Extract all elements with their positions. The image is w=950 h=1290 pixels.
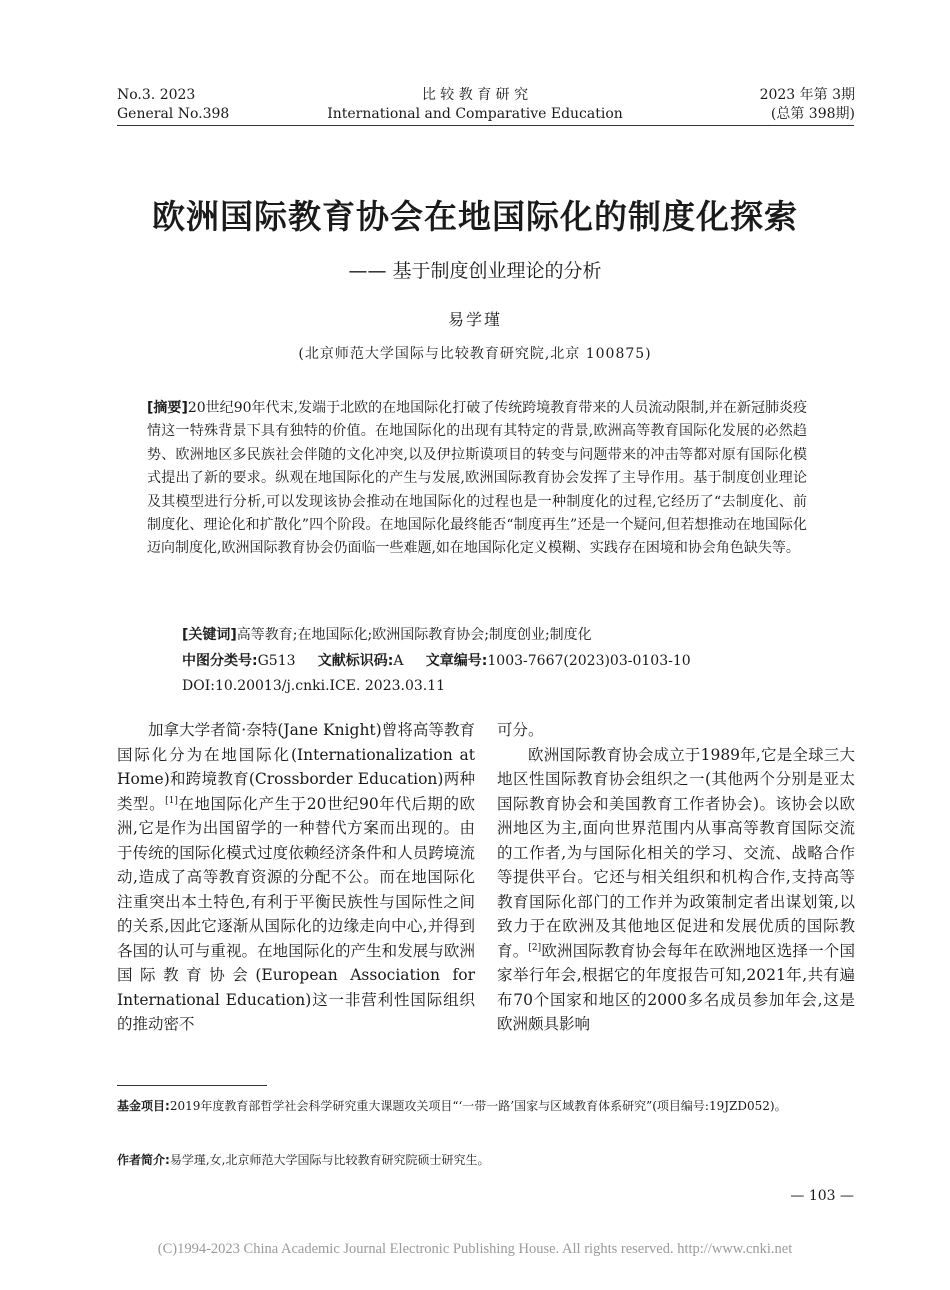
keywords	[182, 625, 822, 645]
body-paragraph	[497, 743, 855, 1037]
body-paragraph-continued: 可分。	[497, 721, 544, 739]
author-bio-note	[117, 1148, 854, 1172]
author-affiliation: (北京师范大学国际与比较教育研究院,北京 100875)	[298, 346, 652, 362]
abstract-label: [摘要]	[147, 400, 188, 416]
keywords-label: [关键词]	[182, 627, 237, 643]
clc-value: G513	[257, 653, 296, 669]
citation-ref: [2]	[528, 942, 542, 953]
article-number-label: 文章编号:	[425, 653, 488, 669]
body-text: 欧洲国际教育协会成立于1989年,它是全球三大地区性国际教育协会组织之一(其他两个分别是亚太国际教育协会和美国教育工作者协会)。该协会以欧洲地区为主,面向世界范围内从事高等教育国际交流的工作者,为与国际化相关的学习、交流、战略合作等提供平台。它还与相关组织和机构合作,支持高等教育国际化部门的工作并为政策制定者出谋划策,以致力于在欧洲及其他地区促进和发展优质的国际教育。	[497, 745, 855, 960]
citation-ref: [1]	[165, 795, 178, 806]
author-bio-text: 易学瑾,女,北京师范大学国际与比较教育研究院硕士研究生。	[169, 1153, 490, 1167]
general-number: General No.398	[117, 106, 230, 122]
body-left-column	[117, 718, 475, 1037]
doc-code-value: A	[393, 653, 404, 669]
article-title: 欧洲国际教育协会在地国际化的制度化探索	[152, 197, 798, 236]
total-issue: (总第 398期)	[770, 106, 855, 122]
journal-name-cn: 比 较 教 育 研 究	[421, 87, 529, 103]
body-text: 欧洲国际教育协会每年在欧洲地区选择一个国家举行年会,根据它的年度报告可知,2021年,共有遍布70个国家和地区的2000多名成员参加年会,这是欧洲颇具影响	[497, 941, 855, 1033]
copyright-notice: (C)1994-2023 China Academic Journal Electronic Publishing House. All rights reserved. http://www.cnki.net	[157, 1241, 793, 1257]
article-subtitle: —— 基于制度创业理论的分析	[348, 260, 602, 282]
footnote-divider	[117, 1085, 267, 1086]
abstract	[147, 397, 807, 561]
doc-code-label: 文献标识码:	[317, 653, 394, 669]
body-text: 而在地国际化注重突出本土特色,有利于平衡民族性与国际性之间的关系,因此它逐渐从国际化的边缘走向中心,并得到各国的认可与重视。在地国际化的产生和发展与欧洲国际教育协会(European Association for International Education)这一非营利性国际组织的推动密不	[117, 868, 475, 1033]
header-divider	[117, 125, 854, 126]
author-bio-label: 作者简介:	[117, 1153, 170, 1167]
body-paragraph	[117, 718, 475, 1037]
classification-line	[182, 651, 822, 671]
year-issue: 2023 年第 3期	[759, 87, 855, 103]
funding-note	[117, 1094, 854, 1118]
body-text: 在地国际化产生于20世纪90年代后期的欧洲,它是作为出国留学的一种替代方案而出现的。由于传统的国际化模式过度依赖经济条件和人员跨境流动,造成了高等教育资源的分配不公。	[117, 794, 475, 886]
doi: DOI:10.20013/j.cnki.ICE. 2023.03.11	[182, 678, 446, 694]
issue-number: No.3. 2023	[117, 87, 196, 103]
funding-label: 基金项目:	[117, 1099, 170, 1113]
clc-label: 中图分类号:	[182, 653, 258, 669]
body-text: 加拿大学者简·奈特(Jane Knight)曾将高等教育国际化分为在地国际化(Internationalization at Home)和跨境教育(Crossborder Education)两种类型。	[117, 721, 475, 813]
page-number: — 103 —	[790, 1188, 854, 1204]
author-name: 易学瑾	[447, 310, 502, 329]
keywords-text: 高等教育;在地国际化;欧洲国际教育协会;制度创业;制度化	[236, 627, 592, 643]
journal-name-en: International and Comparative Education	[327, 106, 623, 122]
abstract-text: 20世纪90年代末,发端于北欧的在地国际化打破了传统跨境教育带来的人员流动限制,并在新冠肺炎疫情这一特殊背景下具有独特的价值。在地国际化的出现有其特定的背景,欧洲高等教育国际化发展的必然趋势、欧洲地区多民族社会伴随的文化冲突,以及伊拉斯谟项目的转变与问题带来的冲击等都对原有国际化模式提出了新的要求。纵观在地国际化的产生与发展,欧洲国际教育协会发挥了主导作用。基于制度创业理论及其模型进行分析,可以发现该协会推动在地国际化的过程也是一种制度化的过程,它经历了“去制度化、前制度化、理论化和扩散化”四个阶段。在地国际化最终能否“制度再生”还是一个疑问,但若想推动在地国际化迈向制度化,欧洲国际教育协会仍面临一些难题,如在地国际化定义模糊、实践存在困境和协会角色缺失等。	[147, 400, 807, 557]
body-right-column	[497, 718, 855, 1037]
article-number-value: 1003-7667(2023)03-0103-10	[487, 653, 691, 669]
funding-text: 2019年度教育部哲学社会科学研究重大课题攻关项目“‘一带一路’国家与区域教育体系研究”(项目编号:19JZD052)。	[169, 1099, 787, 1113]
journal-year-issue	[760, 86, 855, 124]
